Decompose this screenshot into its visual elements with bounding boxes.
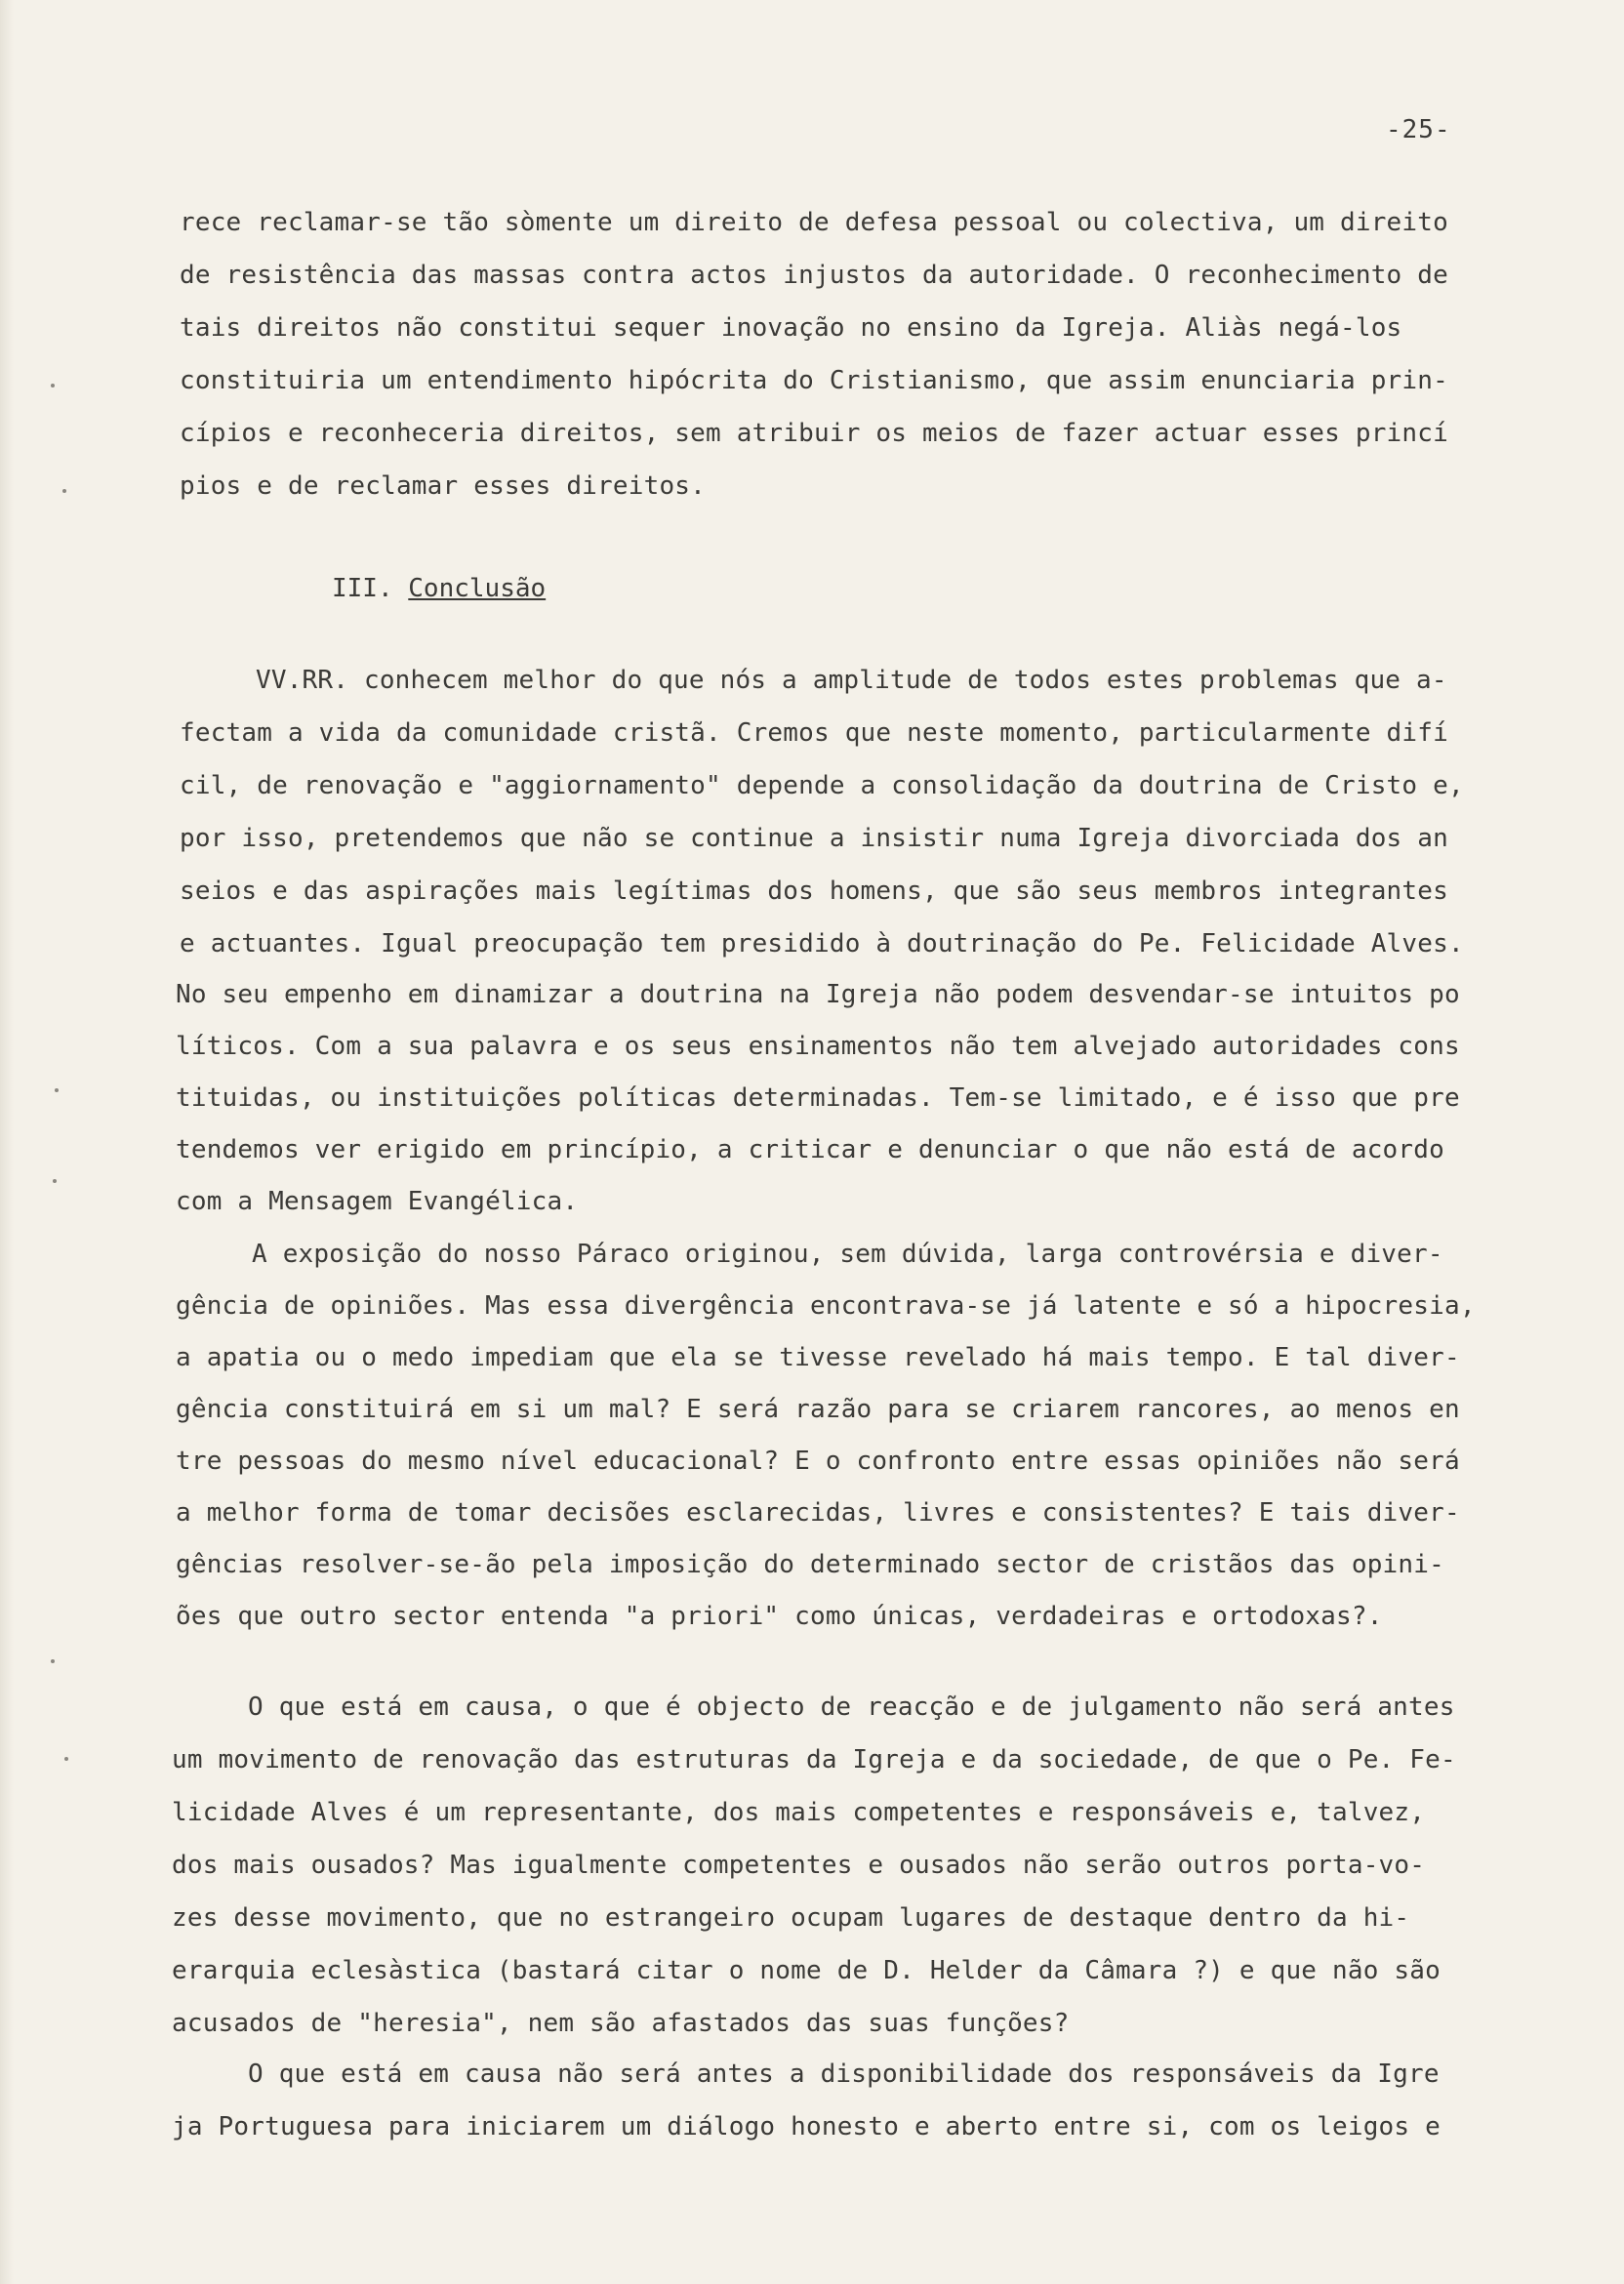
text-line: a apatia ou o medo impediam que ela se tivesse revelado há mais tempo. E tal diver- (176, 1343, 1460, 1372)
text-line: erarquia eclesàstica (bastará citar o nome de D. Helder da Câmara ?) e que não são (172, 1956, 1441, 1985)
page-edge-shadow (0, 0, 14, 2284)
section-numeral: III. (332, 574, 393, 603)
text-line: O que está em causa, o que é objecto de reacção e de julgamento não será antes (248, 1693, 1455, 1722)
section-heading (332, 574, 546, 603)
text-line: VV.RR. conhecem melhor do que nós a amplitude de todos estes problemas que a- (256, 666, 1447, 695)
text-line: seios e das aspirações mais legítimas dos homens, que são seus membros integrantes (180, 877, 1448, 906)
text-line: A exposição do nosso Páraco originou, sem dúvida, larga controvérsia e diver- (252, 1240, 1443, 1269)
text-line: tituidas, ou instituições políticas determinadas. Tem-se limitado, e é isso que pre (176, 1083, 1460, 1113)
text-line: cípios e reconheceria direitos, sem atribuir os meios de fazer actuar esses princí (180, 419, 1448, 448)
margin-mark (53, 1179, 57, 1183)
text-line: dos mais ousados? Mas igualmente competentes e ousados não serão outros porta-vo- (172, 1851, 1426, 1880)
text-line: por isso, pretendemos que não se continue a insistir numa Igreja divorciada dos an (180, 824, 1448, 853)
text-line: tendemos ver erigido em princípio, a criticar e denunciar o que não está de acordo (176, 1135, 1444, 1164)
margin-mark (51, 1659, 55, 1663)
text-line: zes desse movimento, que no estrangeiro ocupam lugares de destaque dentro da hi- (172, 1903, 1410, 1933)
text-line: líticos. Com a sua palavra e os seus ensinamentos não tem alvejado autoridades cons (176, 1032, 1460, 1061)
text-line: de resistência das massas contra actos injustos da autoridade. O reconhecimento de (180, 261, 1448, 290)
margin-mark (55, 1088, 59, 1092)
text-line: ões que outro sector entenda "a priori" como únicas, verdadeiras e ortodoxas?. (176, 1602, 1383, 1631)
text-line: O que está em causa não será antes a disponibilidade dos responsáveis da Igre (248, 2060, 1440, 2089)
text-line: fectam a vida da comunidade cristã. Cremos que neste momento, particularmente difí (180, 718, 1448, 748)
text-line: gência constituirá em si um mal? E será razão para se criarem rancores, ao menos en (176, 1395, 1460, 1424)
section-title: Conclusão (408, 574, 547, 603)
text-line: a melhor forma de tomar decisões esclarecidas, livres e consistentes? E tais diver- (176, 1498, 1460, 1528)
text-line: tais direitos não constitui sequer inovação no ensino da Igreja. Aliàs negá-los (180, 313, 1402, 343)
text-line: No seu empenho em dinamizar a doutrina na Igreja não podem desvendar-se intuitos po (176, 980, 1460, 1009)
text-line: ja Portuguesa para iniciarem um diálogo honesto e aberto entre si, com os leigos e (172, 2112, 1441, 2141)
text-line: acusados de "heresia", nem são afastados das suas funções? (172, 2009, 1070, 2038)
text-line: pios e de reclamar esses direitos. (180, 471, 707, 501)
text-line: constituiria um entendimento hipócrita do Cristianismo, que assim enunciaria prin- (180, 366, 1448, 395)
text-line: um movimento de renovação das estruturas da Igreja e da sociedade, de que o Pe. Fe- (172, 1745, 1456, 1774)
page-number: -25- (1386, 115, 1451, 144)
text-line: e actuantes. Igual preocupação tem presidido à doutrinação do Pe. Felicidade Alves. (180, 929, 1464, 958)
text-line: rece reclamar-se tão sòmente um direito de defesa pessoal ou colectiva, um direito (180, 208, 1448, 237)
margin-mark (64, 1757, 68, 1761)
margin-mark (51, 384, 55, 387)
text-line: gências resolver-se-ão pela imposição do determinado sector de cristãos das opini- (176, 1550, 1444, 1579)
text-line: com a Mensagem Evangélica. (176, 1187, 579, 1216)
text-line: cil, de renovação e "aggiornamento" depende a consolidação da doutrina de Cristo e, (180, 771, 1464, 800)
text-line: tre pessoas do mesmo nível educacional? E o confronto entre essas opiniões não será (176, 1447, 1460, 1476)
text-line: gência de opiniões. Mas essa divergência encontrava-se já latente e só a hipocresia, (176, 1291, 1476, 1321)
text-line: licidade Alves é um representante, dos mais competentes e responsáveis e, talvez, (172, 1798, 1426, 1827)
margin-mark (62, 489, 66, 493)
